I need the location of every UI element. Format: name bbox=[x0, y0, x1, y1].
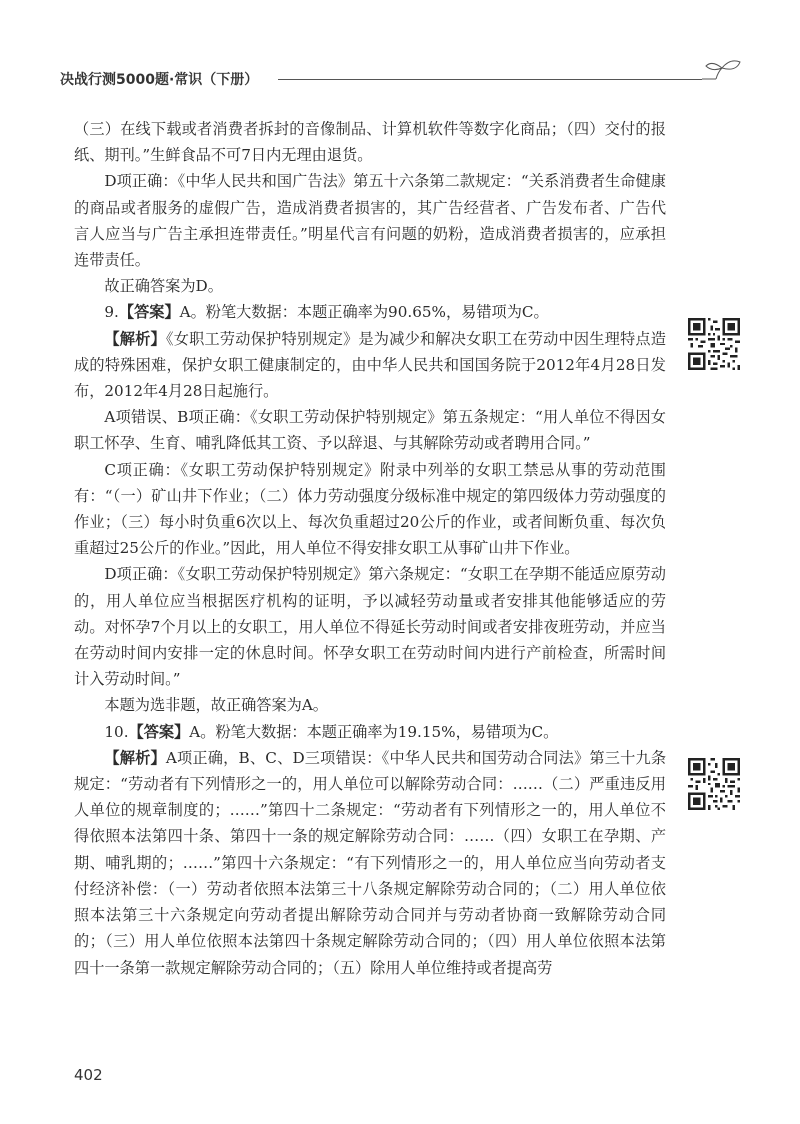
paragraph: A项错误、B项正确：《女职工劳动保护特别规定》第五条规定：“用人单位不得因女职工怀孕、生育、哺乳降低其工资、予以辞退、与其解除劳动或者聘用合同。” bbox=[74, 408, 666, 453]
paragraph: 故正确答案为D。 bbox=[104, 277, 223, 296]
paragraph: （三）在线下载或者消费者拆封的音像制品、计算机软件等数字化商品；（四）交付的报纸、期刊。”生鲜食品不可7日内无理由退货。 bbox=[74, 120, 666, 165]
answer-tag: 【答案】 bbox=[128, 722, 190, 741]
answer-9: 9.【答案】A。粉笔大数据：本题正确率为90.65%，易错项为C。 bbox=[104, 303, 549, 322]
analysis-tag: 【解析】 bbox=[104, 329, 166, 348]
qr-code-icon bbox=[688, 318, 740, 370]
analysis-tag: 【解析】 bbox=[104, 748, 166, 767]
answer-tag: 【答案】 bbox=[118, 303, 180, 322]
running-header bbox=[60, 66, 750, 94]
page-number: 402 bbox=[74, 1066, 103, 1084]
header-title: 决战行测5000题·常识（下册） bbox=[60, 72, 259, 88]
paragraph: 本题为选非题，故正确答案为A。 bbox=[104, 696, 328, 715]
answer-10: 10.【答案】A。粉笔大数据：本题正确率为19.15%，易错项为C。 bbox=[104, 722, 559, 741]
header-rule bbox=[278, 79, 702, 80]
analysis-9: 【解析】《女职工劳动保护特别规定》是为减少和解决女职工在劳动中因生理特点造成的特殊困难，保护女职工健康制定的，由中华人民共和国国务院于2012年4月28日发布，2012年4月28日起施行。 bbox=[74, 329, 666, 401]
body-text bbox=[74, 116, 666, 981]
sprout-icon bbox=[700, 58, 746, 88]
paragraph: C项正确：《女职工劳动保护特别规定》附录中列举的女职工禁忌从事的劳动范围有：“（一）矿山井下作业；（二）体力劳动强度分级标准中规定的第四级体力劳动强度的作业；（三）每小时负重6次以上、每次负重超过20公斤的作业，或者间断负重、每次负重超过25公斤的作业。”因此，用人单位不得安排女职工从事矿山井下作业。 bbox=[74, 460, 666, 558]
paragraph: D项正确：《女职工劳动保护特别规定》第六条规定：“女职工在孕期不能适应原劳动的，用人单位应当根据医疗机构的证明，予以减轻劳动量或者安排其他能够适应的劳动。对怀孕7个月以上的女职工，用人单位不得延长劳动时间或者安排夜班劳动，并应当在劳动时间内安排一定的休息时间。怀孕女职工在劳动时间内进行产前检查，所需时间计入劳动时间。” bbox=[74, 565, 666, 689]
analysis-10: 【解析】A项正确，B、C、D三项错误：《中华人民共和国劳动合同法》第三十九条规定：“劳动者有下列情形之一的，用人单位可以解除劳动合同：……（二）严重违反用人单位的规章制度的；……”第四十二条规定：“劳动者有下列情形之一的，用人单位不得依照本法第四十条、第四十一条的规定解除劳动合同：……（四）女职工在孕期、产期、哺乳期的；……”第四十六条规定：“有下列情形之一的，用人单位应当向劳动者支付经济补偿：（一）劳动者依照本法第三十八条规定解除劳动合同的；（二）用人单位依照本法第三十六条规定向劳动者提出解除劳动合同并与劳动者协商一致解除劳动合同的；（三）用人单位依照本法第四十条规定解除劳动合同的；（四）用人单位依照本法第四十一条第一款规定解除劳动合同的；（五）除用人单位维持或者提高劳 bbox=[74, 748, 667, 977]
paragraph: D项正确：《中华人民共和国广告法》第五十六条第二款规定：“关系消费者生命健康的商品或者服务的虚假广告，造成消费者损害的，其广告经营者、广告发布者、广告代言人应当与广告主承担连带责任。”明星代言有问题的奶粉，造成消费者损害的，应承担连带责任。 bbox=[74, 172, 666, 270]
qr-code-icon bbox=[688, 758, 740, 810]
